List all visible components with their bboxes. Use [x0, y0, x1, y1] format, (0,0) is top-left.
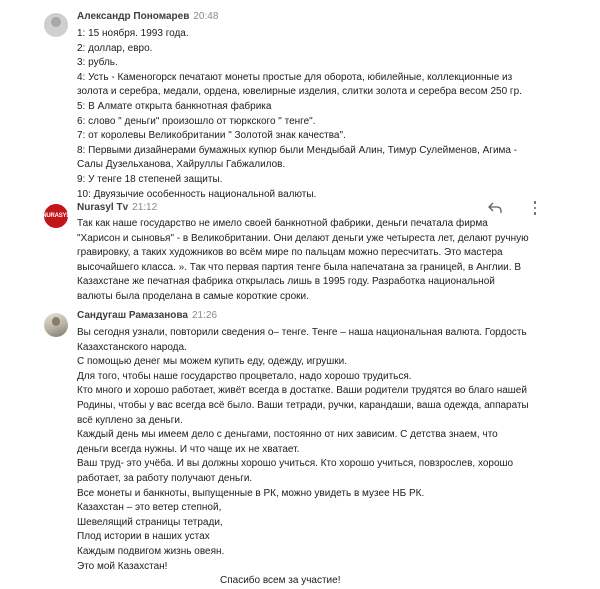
comment-author[interactable]: Nurasyl Tv [77, 202, 129, 213]
comment-line: Кто много и хорошо работает, живёт всегда в достатке. Ваши родители трудятся во благо нашей [77, 385, 527, 397]
comment-line: 10: Двуязычие особенность национальной валюты. [77, 188, 317, 200]
comment-line: 6: слово " деньги" произошло от тюркского " тенге". [77, 115, 316, 127]
comment-header [77, 309, 217, 323]
user-photo-avatar-icon[interactable] [44, 313, 68, 337]
comment-line: Вы сегодня узнали, повторили сведения о– тенге. Тенге – наша национальная валюта. Гордость [77, 327, 527, 338]
comment-line: Казахстан – это ветер степной, [77, 502, 222, 514]
comment-line: 7: от королевы Великобритании " Золотой знак качества". [77, 130, 346, 142]
comment-line: деньги всегда нужны. И что чаще их не хватает. [77, 443, 300, 455]
comment-line: Шевелящий страницы тетради, [77, 516, 223, 528]
comment-time[interactable]: 21:12 [132, 202, 158, 213]
comment-line: С помощью денег мы можем купить еду, одежду, игрушки. [77, 356, 348, 368]
comment-line: Салы Дузельханова, Хайруллы Габжалилов. [77, 159, 286, 171]
comment-line: Все монеты и банкноты, выпущенные в РК, можно увидеть в музее НБ РК. [77, 487, 425, 499]
comment-text [77, 326, 527, 589]
comment-line: Так как наше государство не имело своей банкнотной фабрики, деньги печатала фирма [77, 218, 488, 229]
comment-line: высочайшего класса. ». Так что первая партия тенге была напечатана за границей, в Англии. В [77, 261, 521, 273]
comment-line: Родины, чтобы у вас всегда всё было. Ваши тетради, ручки, карандаши, ваша одежда, аппараты [77, 399, 529, 411]
comment-line: 2: доллар, евро. [77, 42, 153, 54]
comment-header [77, 201, 157, 215]
comment-author[interactable]: Александр Пономарев [77, 11, 190, 22]
comment-line: валюты была проделана в самые короткие сроки. [77, 290, 309, 302]
comment-author[interactable]: Сандугаш Рамазанова [77, 310, 188, 321]
comment-text [77, 217, 527, 305]
comment-line: Ваш труд- это учёба. И вы должны хорошо учиться. Кто хорошо учиться, повзрослев, хорошо [77, 458, 514, 470]
comment-line: 4: Усть - Каменогорск печатают монеты простые для оборота, юбилейные, коллекционные из [77, 71, 513, 83]
comment-line: 1: 15 ноября. 1993 года. [77, 28, 189, 39]
comment-line: 9: У тенге 18 степеней защиты. [77, 173, 223, 185]
comment-line: всё куплено за деньги. [77, 414, 183, 426]
comment-line: Каждый день мы имеем дело с деньгами, постоянно от них зависим. С детства знаем, что [77, 429, 498, 441]
reply-icon[interactable] [488, 202, 502, 214]
comment-line: Каждым подвигом жизнь овеян. [77, 545, 225, 557]
channel-logo-text: NURASYL [42, 213, 70, 219]
comment-line: работает, за работу получают деньги. [77, 472, 253, 484]
closing-line: Спасибо всем за участие! [220, 575, 341, 587]
comment-line: 5: В Алмате открыта банкнотная фабрика [77, 100, 272, 112]
comment-line: 8: Первыми дизайнерами бумажных купюр были Мендыбай Алин, Тимур Сулейменов, Агима - [77, 144, 518, 156]
comment-line: Казахстанского народа. [77, 341, 187, 353]
default-user-avatar-icon[interactable] [44, 13, 68, 37]
comment-line: 3: рубль. [77, 57, 118, 69]
comment-time[interactable]: 21:26 [192, 310, 218, 321]
comment-line: Это мой Казахстан! [77, 560, 168, 572]
comment-line: Казахстане же печатная фабрика открылась лишь в 1995 году. Разработка национальной [77, 276, 495, 288]
comment-line: "Харисон и сыновья" - в Великобритании. Они делают деньги уже четыреста лет, делают ручную [77, 232, 529, 244]
comment-line: гравировку, а таких художников во всём мире по пальцам можно пересчитать. Это мастера [77, 247, 503, 259]
more-options-icon[interactable] [530, 201, 540, 215]
comment-line: Для того, чтобы наше государство процветало, надо хорошо трудиться. [77, 370, 412, 382]
comment-time[interactable]: 20:48 [193, 11, 219, 22]
comment-header [77, 10, 218, 24]
comment-line: Плод истории в наших устах [77, 531, 210, 543]
comment-text [77, 27, 527, 202]
channel-logo-avatar-icon[interactable] [44, 204, 68, 228]
comment-line: золота и серебра, медали, ордена, ювелирные изделия, слитки золота и серебра весом 250 гр. [77, 86, 522, 98]
